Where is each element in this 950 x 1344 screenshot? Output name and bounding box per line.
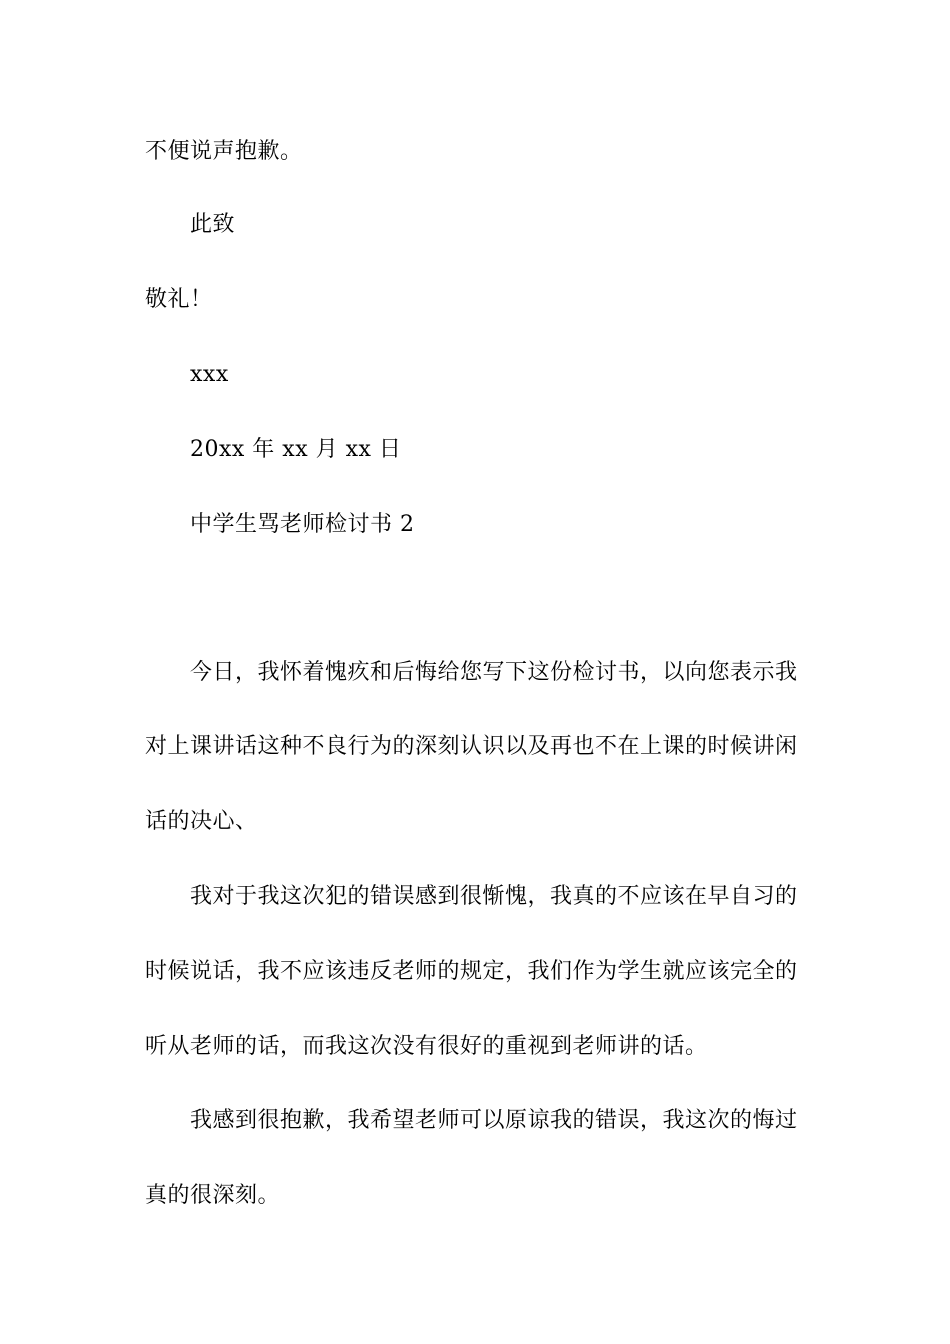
paragraph-2-line-1: 我对于我这次犯的错误感到很惭愧，我真的不应该在早自习的 xyxy=(190,884,798,909)
text-line-salutation: 此致 xyxy=(190,212,236,237)
paragraph-1-line-1: 今日，我怀着愧疚和后悔给您写下这份检讨书，以向您表示我 xyxy=(190,660,798,685)
paragraph-3-line-2: 真的很深刻。 xyxy=(145,1183,281,1208)
paragraph-2-line-2: 时候说话，我不应该违反老师的规定，我们作为学生就应该完全的 xyxy=(145,959,798,984)
paragraph-2-line-3: 听从老师的话，而我这次没有很好的重视到老师讲的话。 xyxy=(145,1034,708,1059)
paragraph-1-line-2: 对上课讲话这种不良行为的深刻认识以及再也不在上课的时候讲闲 xyxy=(145,734,798,759)
text-line-date: 20xx 年 xx 月 xx 日 xyxy=(190,437,402,462)
text-line-signature: xxx xyxy=(190,362,229,387)
section-title: 中学生骂老师检讨书 2 xyxy=(190,512,415,537)
paragraph-3-line-1: 我感到很抱歉，我希望老师可以原谅我的错误，我这次的悔过 xyxy=(190,1108,798,1133)
text-line-closing-apology: 不便说声抱歉。 xyxy=(145,139,303,164)
paragraph-1-line-3: 话的决心、 xyxy=(145,809,258,834)
text-line-regards: 敬礼！ xyxy=(145,287,213,312)
